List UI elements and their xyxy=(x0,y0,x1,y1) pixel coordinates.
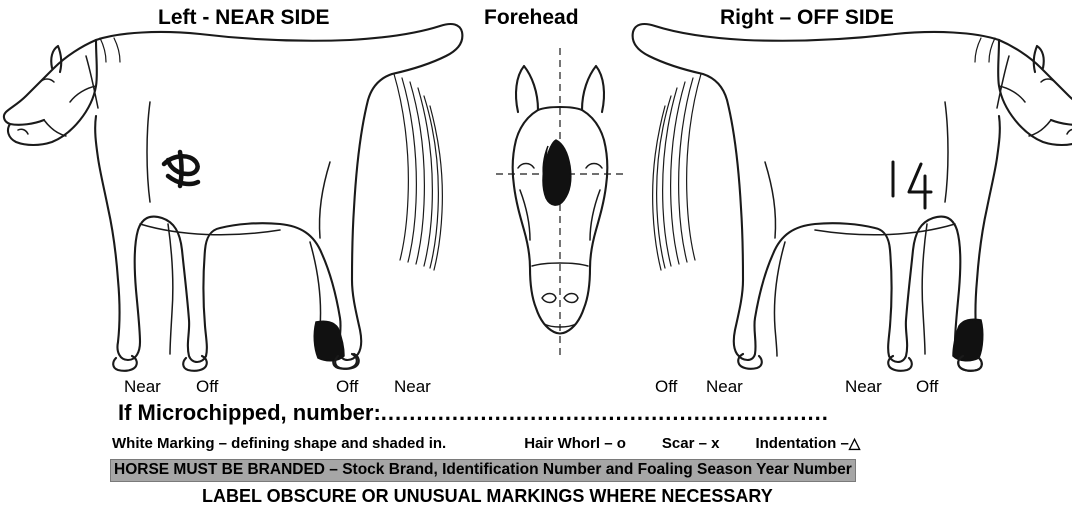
leg-label-left-horse-near-fore: Near xyxy=(124,377,161,396)
header-right-off-side: Right – OFF SIDE xyxy=(720,6,894,29)
forehead-marking xyxy=(543,140,571,205)
leg-label-left-horse-off-fore: Off xyxy=(196,377,219,396)
horse-figure-right-off-side xyxy=(625,12,1072,372)
legend-white-marking: White Marking – defining shape and shaded in. xyxy=(112,435,447,452)
horse-figure-left-near-side xyxy=(0,12,470,372)
leg-label-right-horse-off-fore: Off xyxy=(916,377,939,396)
header-forehead: Forehead xyxy=(484,6,579,29)
branding-requirement-notice: HORSE MUST BE BRANDED – Stock Brand, Identification Number and Foaling Season Year Number xyxy=(110,459,856,482)
header-left-near-side: Left - NEAR SIDE xyxy=(158,6,330,29)
identification-number-brand-right xyxy=(893,162,931,208)
leg-label-right-horse-near-fore: Near xyxy=(845,377,882,396)
legend-indentation: Indentation –△ xyxy=(755,435,861,452)
labelling-instruction-notice: LABEL OBSCURE OR UNUSUAL MARKINGS WHERE NECESSARY xyxy=(202,486,773,506)
legend-hair-whorl: Hair Whorl – o xyxy=(524,435,626,452)
microchip-field[interactable] xyxy=(118,400,829,426)
legend-scar: Scar – x xyxy=(661,435,720,452)
microchip-dotted-line: ............................................................... xyxy=(380,400,829,425)
leg-label-right-horse-near-hind: Near xyxy=(706,377,743,396)
leg-label-right-horse-off-hind: Off xyxy=(655,377,678,396)
leg-label-left-horse-off-hind: Off xyxy=(336,377,359,396)
microchip-label: If Microchipped, number: xyxy=(118,400,381,425)
stock-brand-symbol-left xyxy=(164,152,198,186)
marking-legend xyxy=(112,434,962,452)
leg-label-left-horse-near-hind: Near xyxy=(394,377,431,396)
horse-figure-forehead-view xyxy=(470,40,650,370)
